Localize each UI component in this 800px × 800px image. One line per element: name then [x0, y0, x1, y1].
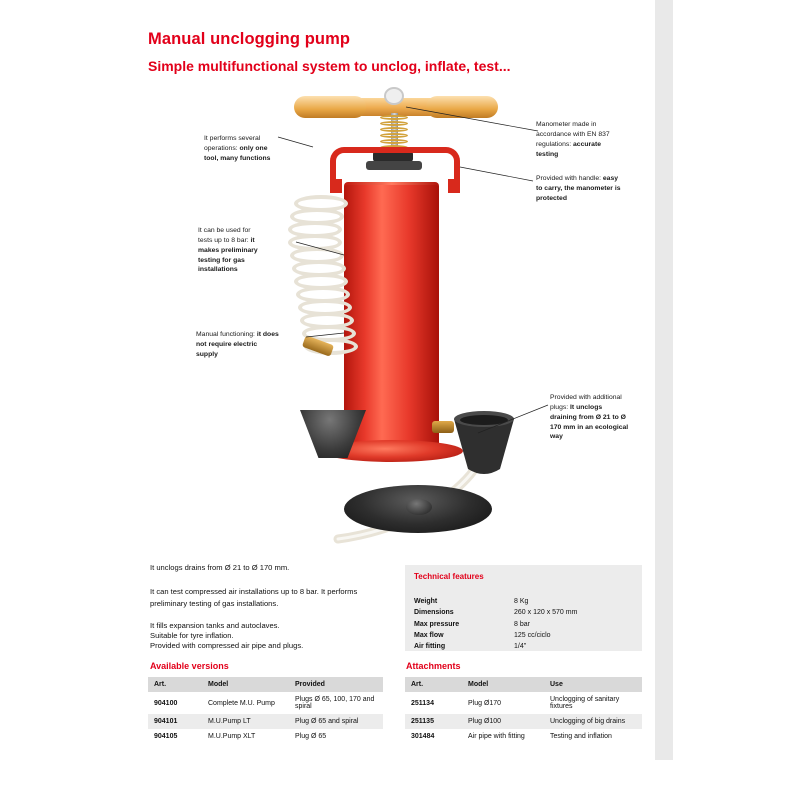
body-paragraph-3: It fills expansion tanks and autoclaves. — [150, 621, 280, 630]
table-header-row — [148, 677, 383, 692]
column-header-model: Model — [202, 677, 289, 692]
cell-model: M.U.Pump LT — [202, 714, 289, 729]
cell-model: M.U.Pump XLT — [202, 729, 289, 744]
callout-text-bold: It unclogs draining from Ø 21 to Ø 170 mm in an ecological way — [550, 403, 629, 441]
callout-text-bold: easy to carry, the manometer is protected — [536, 175, 621, 202]
tf-label: Max flow — [414, 631, 444, 639]
callout-text-bold: it makes preliminary testing for gas installations — [198, 236, 258, 274]
tf-value: 8 Kg — [514, 598, 529, 605]
cell-use: Unclogging of sanitary fixtures — [544, 692, 642, 714]
cell-model: Plug Ø170 — [462, 692, 544, 714]
column-header-art: Art. — [405, 677, 462, 692]
body-paragraph-2: It can test compressed air installations up to 8 bar. It performs preliminary testing of gas installations. — [150, 587, 358, 608]
technical-features-row — [414, 641, 639, 652]
technical-features-row — [414, 607, 639, 618]
callout-text-plain: Provided with handle: — [536, 175, 603, 182]
cell-art: 904101 — [148, 714, 202, 729]
cell-use: Unclogging of big drains — [544, 714, 642, 729]
table-row — [405, 692, 642, 714]
table-row — [405, 714, 642, 729]
attachments-title: Attachments — [406, 661, 461, 671]
callout-handle — [536, 174, 622, 204]
tf-label: Max pressure — [414, 620, 460, 628]
callout-text-bold: only one tool, many functions — [204, 144, 271, 162]
callout-text-plain: It can be used for tests up to 8 bar: — [198, 227, 251, 244]
cell-art: 251134 — [405, 692, 462, 714]
table-header-row — [405, 677, 642, 692]
body-paragraph-4: Suitable for tyre inflation. — [150, 631, 234, 640]
available-versions-title: Available versions — [150, 661, 229, 671]
table-row — [148, 692, 383, 714]
column-header-art: Art. — [148, 677, 202, 692]
cell-model: Complete M.U. Pump — [202, 692, 289, 714]
tf-value: 260 x 120 x 570 mm — [514, 609, 578, 617]
column-header-model: Model — [462, 677, 544, 692]
body-paragraph-5: Provided with compressed air pipe and plugs. — [150, 641, 304, 650]
column-header-use: Use — [544, 677, 642, 692]
cell-art: 301484 — [405, 729, 462, 744]
tf-label: Dimensions — [414, 609, 454, 617]
cell-model: Plug Ø100 — [462, 714, 544, 729]
cell-model: Air pipe with fitting — [462, 729, 544, 744]
callout-text-bold: it does not require electric supply — [196, 331, 279, 358]
tf-value: 1/4” — [514, 643, 527, 651]
cell-provided: Plugs Ø 65, 100, 170 and spiral — [289, 692, 383, 714]
page-title: Manual unclogging pump — [148, 30, 351, 48]
cell-art: 251135 — [405, 714, 462, 729]
callout-8-bar-test — [198, 226, 266, 275]
tf-label: Air fitting — [414, 643, 446, 651]
callout-text-plain: It performs several operations: — [204, 135, 261, 152]
technical-features-title: Technical features — [414, 572, 484, 581]
tf-value: 125 cc/ciclo — [514, 631, 551, 639]
callout-manometer — [536, 120, 620, 159]
attachments-table — [405, 677, 642, 744]
tf-label: Weight — [414, 598, 438, 605]
technical-features-list — [414, 596, 639, 653]
callout-text-plain: Manometer made in accordance with EN 837 regulations: — [536, 121, 610, 148]
cell-use: Testing and inflation — [544, 729, 642, 744]
right-white-margin — [673, 0, 800, 800]
callout-text-plain: Manual functioning: — [196, 331, 257, 338]
body-paragraph-1: It unclogs drains from Ø 21 to Ø 170 mm. — [150, 563, 290, 572]
callout-additional-plugs — [550, 393, 630, 442]
table-row — [148, 729, 383, 744]
cell-art: 904105 — [148, 729, 202, 744]
callout-text-plain: Provided with additional plugs: — [550, 394, 622, 411]
cell-provided: Plug Ø 65 — [289, 729, 383, 744]
page-subtitle: Simple multifunctional system to unclog, inflate, test... — [148, 58, 511, 74]
callout-text-bold: accurate testing — [536, 140, 601, 158]
tf-value: 8 bar — [514, 620, 530, 628]
callout-manual-functioning — [196, 330, 280, 360]
table-row — [148, 714, 383, 729]
bottom-white-margin — [0, 762, 800, 800]
cell-provided: Plug Ø 65 and spiral — [289, 714, 383, 729]
technical-features-row — [414, 630, 639, 641]
cell-art: 904100 — [148, 692, 202, 714]
table-row — [405, 729, 642, 744]
technical-features-row — [414, 596, 639, 607]
column-header-provided: Provided — [289, 677, 383, 692]
available-versions-table — [148, 677, 383, 744]
technical-features-row — [414, 619, 639, 630]
callout-multi-operations — [204, 134, 272, 164]
